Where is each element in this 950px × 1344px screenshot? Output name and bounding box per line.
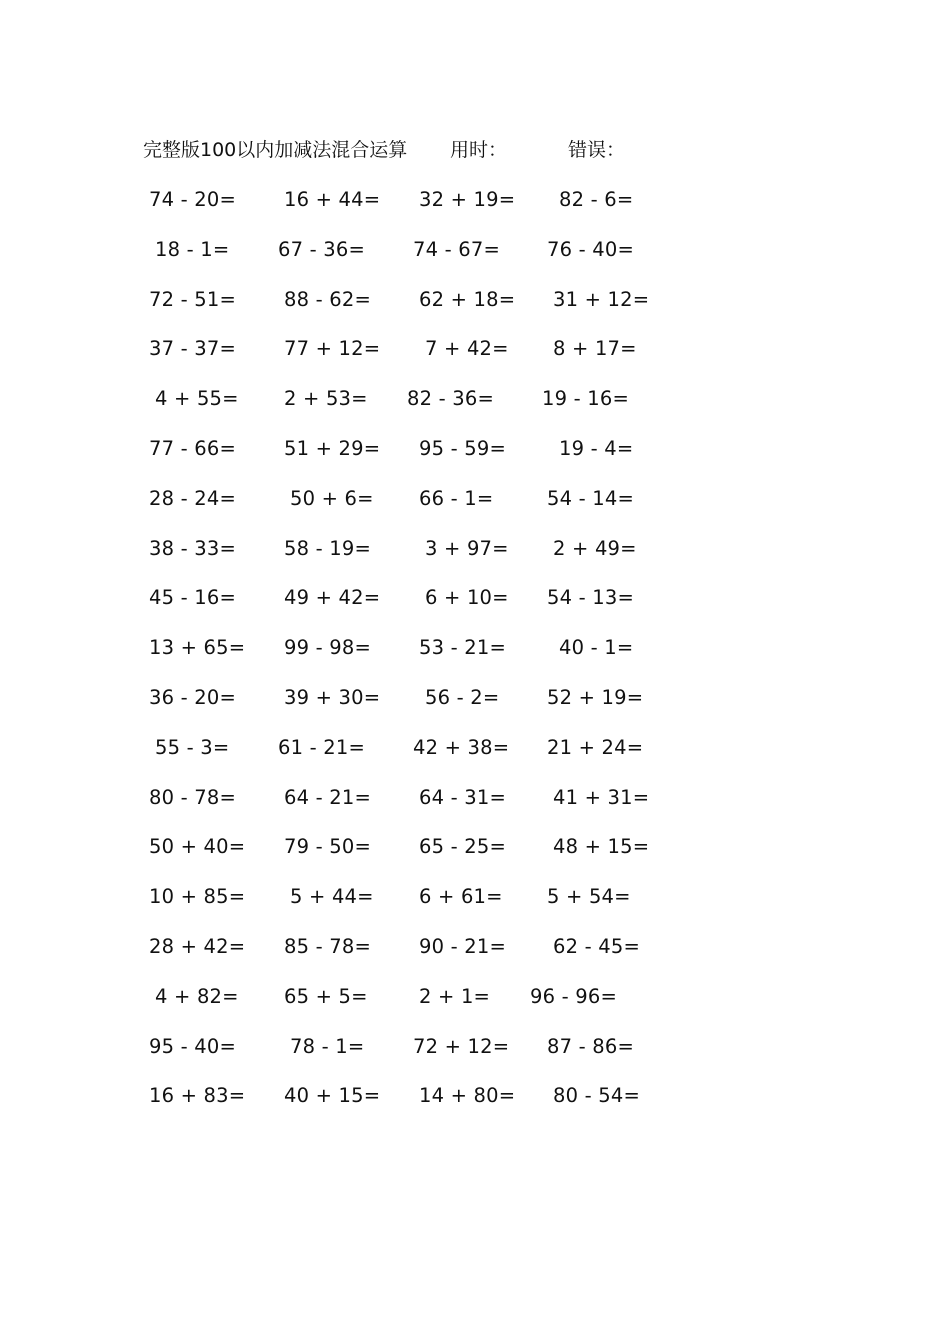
problem-item: 87 - 86= <box>547 1034 634 1058</box>
problem-item: 80 - 54= <box>553 1084 640 1108</box>
problem-item: 36 - 20= <box>149 685 236 709</box>
problem-item: 76 - 40= <box>547 237 634 261</box>
problem-item: 39 + 30= <box>284 685 381 709</box>
problem-item: 95 - 40= <box>149 1034 236 1058</box>
problem-item: 74 - 67= <box>413 237 500 261</box>
problem-item: 42 + 38= <box>413 735 510 759</box>
error-label: 错误： <box>568 139 626 161</box>
problem-item: 85 - 78= <box>284 934 371 958</box>
problem-item: 72 + 12= <box>413 1034 510 1058</box>
problem-item: 37 - 37= <box>149 337 236 361</box>
worksheet-title: 完整版100以内加减法混合运算 <box>143 139 408 161</box>
problem-item: 3 + 97= <box>425 536 509 560</box>
problem-item: 45 - 16= <box>149 586 236 610</box>
problem-item: 82 - 6= <box>559 188 634 211</box>
problem-item: 82 - 36= <box>407 387 494 411</box>
problem-item: 62 - 45= <box>553 934 640 958</box>
problem-item: 2 + 53= <box>284 387 368 411</box>
problem-item: 8 + 17= <box>553 337 637 361</box>
problem-item: 50 + 6= <box>290 486 374 510</box>
problem-item: 58 - 19= <box>284 536 371 560</box>
problem-item: 90 - 21= <box>419 934 506 958</box>
problem-item: 65 - 25= <box>419 835 506 859</box>
problem-item: 88 - 62= <box>284 287 371 311</box>
time-label: 用时： <box>450 139 508 161</box>
problem-item: 49 + 42= <box>284 586 381 610</box>
problem-item: 40 - 1= <box>559 636 634 660</box>
problem-item: 38 - 33= <box>149 536 236 560</box>
problem-item: 31 + 12= <box>553 287 650 311</box>
problem-item: 80 - 78= <box>149 785 236 809</box>
problem-item: 6 + 10= <box>425 586 509 610</box>
problem-item: 5 + 44= <box>290 885 374 909</box>
problem-item: 79 - 50= <box>284 835 371 859</box>
problem-item: 77 + 12= <box>284 337 381 361</box>
problem-item: 18 - 1= <box>155 237 230 261</box>
problem-item: 6 + 61= <box>419 885 503 909</box>
problem-item: 50 + 40= <box>149 835 246 859</box>
problem-item: 5 + 54= <box>547 885 631 909</box>
problem-item: 2 + 49= <box>553 536 637 560</box>
problem-item: 2 + 1= <box>419 984 491 1008</box>
problem-item: 14 + 80= <box>419 1084 516 1108</box>
problem-item: 4 + 82= <box>155 984 239 1008</box>
problem-item: 10 + 85= <box>149 885 246 909</box>
problem-item: 78 - 1= <box>290 1034 365 1058</box>
problem-item: 4 + 55= <box>155 387 239 411</box>
problem-item: 61 - 21= <box>278 735 365 759</box>
problem-item: 55 - 3= <box>155 735 230 759</box>
problem-item: 52 + 19= <box>547 685 644 709</box>
problem-item: 19 - 4= <box>559 436 634 460</box>
problem-item: 13 + 65= <box>149 636 246 660</box>
problem-item: 48 + 15= <box>553 835 650 859</box>
problem-item: 16 + 83= <box>149 1084 246 1108</box>
problem-item: 72 - 51= <box>149 287 236 311</box>
problem-item: 64 - 31= <box>419 785 506 809</box>
problem-item: 96 - 96= <box>530 984 617 1008</box>
problem-item: 99 - 98= <box>284 636 371 660</box>
problem-item: 28 - 24= <box>149 486 236 510</box>
problem-item: 74 - 20= <box>149 188 236 211</box>
problem-item: 62 + 18= <box>419 287 516 311</box>
problem-item: 54 - 13= <box>547 586 634 610</box>
problem-item: 51 + 29= <box>284 436 381 460</box>
problem-item: 65 + 5= <box>284 984 368 1008</box>
problem-item: 66 - 1= <box>419 486 494 510</box>
problem-item: 67 - 36= <box>278 237 365 261</box>
problem-item: 16 + 44= <box>284 188 381 211</box>
problem-item: 40 + 15= <box>284 1084 381 1108</box>
problem-item: 53 - 21= <box>419 636 506 660</box>
problem-item: 56 - 2= <box>425 685 500 709</box>
problem-item: 77 - 66= <box>149 436 236 460</box>
problem-item: 54 - 14= <box>547 486 634 510</box>
problem-item: 41 + 31= <box>553 785 650 809</box>
problem-item: 28 + 42= <box>149 934 246 958</box>
problem-item: 95 - 59= <box>419 436 506 460</box>
problem-item: 64 - 21= <box>284 785 371 809</box>
problem-item: 32 + 19= <box>419 188 516 211</box>
problem-item: 7 + 42= <box>425 337 509 361</box>
problem-item: 21 + 24= <box>547 735 644 759</box>
problem-item: 19 - 16= <box>542 387 629 411</box>
